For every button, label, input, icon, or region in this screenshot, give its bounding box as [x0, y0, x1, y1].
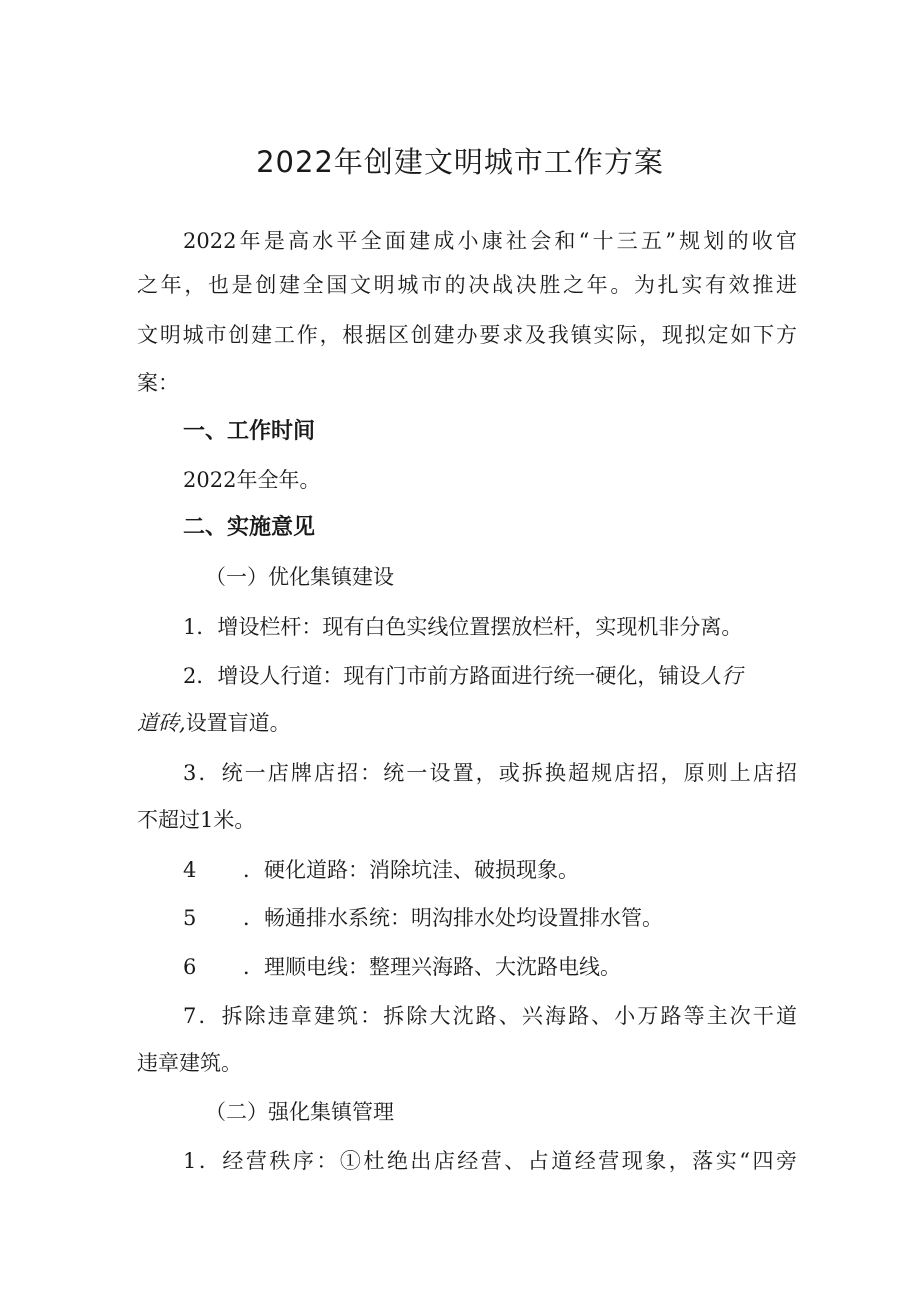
list-item-8: 1．经营秩序：①杜绝出店经营、占道经营现象，落实“四旁 [183, 1149, 797, 1173]
list-item-6-text: ．理顺电线：整理兴海路、大沈路电线。 [243, 955, 621, 979]
intro-line-3: 文明城市创建工作，根据区创建办要求及我镇实际，现拟定如下方 [137, 323, 797, 347]
list-item-2-italic: 人行 [700, 664, 743, 688]
intro-line-1: 2022年是高水平全面建成小康社会和“十三五”规划的收官 [183, 229, 797, 253]
list-item-4 [183, 850, 797, 890]
subsection-heading-management: （二）强化集镇管理 [205, 1100, 394, 1124]
list-item-2-italic-cont: 道砖, [137, 711, 186, 735]
list-item-2-line-1 [183, 656, 797, 696]
list-item-3-line-1: 3．统一店牌店招：统一设置，或拆换超规店招，原则上店招 [183, 761, 797, 785]
list-item-5-number: 5 [183, 906, 197, 930]
work-time-body: 2022年全年。 [183, 468, 321, 492]
section-heading-work-time: 一、工作时间 [183, 419, 316, 444]
intro-line-4: 案： [137, 371, 179, 395]
list-item-2-line-2 [137, 703, 797, 743]
intro-line-2: 之年，也是创建全国文明城市的决战决胜之年。为扎实有效推进 [137, 273, 797, 297]
list-item-2-text: 2．增设人行道：现有门市前方路面进行统一硬化，铺设 [183, 664, 701, 688]
list-item-6-number: 6 [183, 955, 197, 979]
list-item-7-line-2: 违章建筑。 [137, 1051, 242, 1075]
list-item-3-line-2: 不超过1米。 [137, 808, 256, 832]
section-heading-implementation: 二、实施意见 [183, 515, 316, 540]
list-item-6 [183, 947, 797, 987]
page-title: 2022年创建文明城市工作方案 [256, 145, 664, 179]
list-item-4-text: ．硬化道路：消除坑洼、破损现象。 [243, 858, 579, 882]
list-item-1: 1．增设栏杆：现有白色实线位置摆放栏杆，实现机非分离。 [183, 615, 743, 639]
list-item-2-text-cont: 设置盲道。 [185, 711, 291, 735]
list-item-5 [183, 898, 797, 938]
subsection-heading-optimize: （一）优化集镇建设 [205, 565, 394, 589]
list-item-5-text: ．畅通排水系统：明沟排水处均设置排水管。 [243, 906, 663, 930]
list-item-7-line-1: 7．拆除违章建筑：拆除大沈路、兴海路、小万路等主次干道 [183, 1004, 797, 1028]
list-item-4-number: 4 [183, 858, 197, 882]
